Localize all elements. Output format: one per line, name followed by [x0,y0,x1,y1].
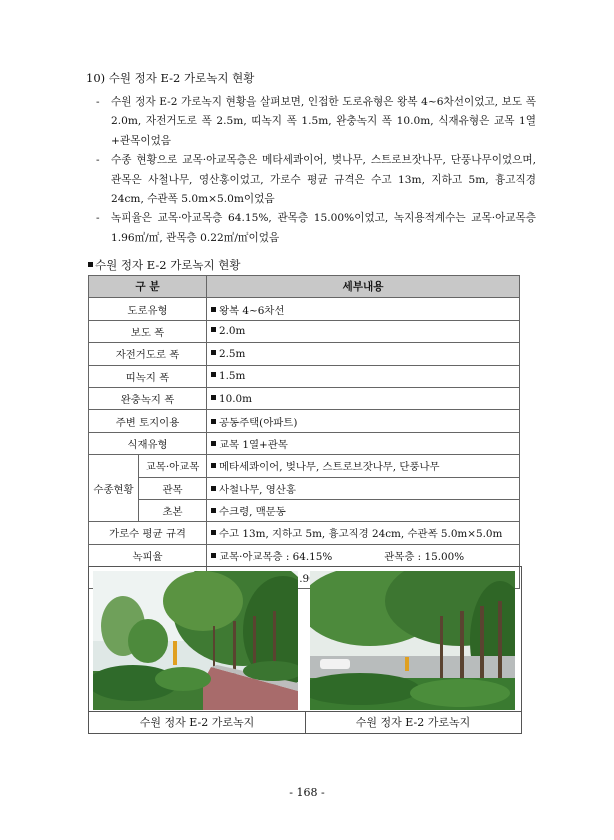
bullet-item [96,209,536,248]
bullet-text: 수종 현황으로 교목·아교목층은 메타세콰이어, 벚나무, 스트로브잣나무, 단풍나무이었으며, 관목은 사철나무, 영산홍이었고, 가로수 평균 규격은 수고 13m, 지하고 5m, 흉고직경 24cm, 수관폭 5.0m×5.0m이었음 [111,154,536,206]
street-green-photo-right [310,571,515,710]
table-row [89,343,520,365]
photo-right [310,571,515,710]
row-value-text: 2.5m [219,347,246,360]
table-row [89,365,520,387]
square-bullet-icon [211,441,216,446]
bullet-item [96,151,536,209]
square-bullet-icon [211,486,216,491]
table-caption-text: 수원 정자 E-2 가로녹지 현황 [95,258,241,272]
row-value-text: 수크령, 맥문동 [219,506,286,519]
row-label: 수종현황 [89,455,139,522]
section-title: 10) 수원 정자 E-2 가로녹지 현황 [86,71,255,85]
row-value [207,343,520,365]
row-label: 주변 토지이용 [89,410,207,432]
row-sublabel: 관목 [139,477,207,499]
table-row [89,387,520,409]
row-value-text: 2.0m [219,325,246,338]
row-label: 완충녹지 폭 [89,387,207,409]
table-row [89,499,520,521]
row-value [207,455,520,477]
square-bullet-icon [211,350,216,355]
row-value [207,320,520,342]
page-number: - 168 - [289,786,325,799]
street-green-photo-left [93,571,298,710]
row-value-text: 공동주택(아파트) [219,416,298,429]
bullet-dash: - [96,96,100,108]
bullet-item [96,93,536,151]
row-label: 녹피율 [89,544,207,566]
row-value [207,365,520,387]
table-row [89,522,520,544]
row-value-text: 10.0m [219,392,252,405]
table-row [89,477,520,499]
photo-caption-left: 수원 정자 E-2 가로녹지 [139,716,255,729]
table-row [89,455,520,477]
row-value [207,544,520,566]
row-label: 가로수 평균 규격 [89,522,207,544]
photo-caption-right: 수원 정자 E-2 가로녹지 [355,716,471,729]
table-row [89,320,520,342]
square-bullet-icon [211,372,216,377]
square-bullet-icon [88,262,93,267]
row-value-text: 사철나무, 영산홍 [219,483,296,496]
row-value-text: 1.5m [219,370,246,383]
bullet-list [96,93,536,248]
row-value [207,410,520,432]
photo-panel [88,566,522,734]
row-sublabel: 초본 [139,499,207,521]
green-status-table [88,275,520,589]
table-row [89,544,520,566]
square-bullet-icon [211,327,216,332]
row-label: 식재유형 [89,432,207,454]
row-label: 도로유형 [89,298,207,320]
table-row [89,410,520,432]
square-bullet-icon [211,553,216,558]
square-bullet-icon [211,395,216,400]
photo-left [93,571,298,710]
table-caption [88,257,241,273]
header-detail: 세부내용 [207,276,520,298]
square-bullet-icon [211,508,216,513]
bullet-dash: - [96,154,100,167]
square-bullet-icon [211,419,216,424]
row-value [207,499,520,521]
row-label: 띠녹지 폭 [89,365,207,387]
row-sublabel: 교목·아교목 [139,455,207,477]
table-row [89,432,520,454]
row-value-text: 관목층 : 15.00% [384,550,465,563]
row-value [207,522,520,544]
row-value-text: 수고 13m, 지하고 5m, 흉고직경 24cm, 수관폭 5.0m×5.0m [219,528,503,541]
row-value-text: 메타세콰이어, 벚나무, 스트로브잣나무, 단풍나무 [219,461,440,474]
square-bullet-icon [211,307,216,312]
square-bullet-icon [211,463,216,468]
row-value-text: 왕복 4~6차선 [219,304,285,317]
row-value [207,298,520,320]
row-label: 보도 폭 [89,320,207,342]
table-header-row [89,276,520,298]
row-value [207,387,520,409]
header-category: 구 분 [89,276,207,298]
table-row [89,298,520,320]
row-label: 자전거도로 폭 [89,343,207,365]
bullet-text: 수원 정자 E-2 가로녹지 현황을 살펴보면, 인접한 도로유형은 왕복 4~6차선이었고, 보도 폭 2.0m, 자전거도로 폭 2.5m, 띠녹지 폭 1.5m, 완충녹지 폭 10.0m, 식재유형은 교목 1열+관목이었음 [111,96,536,147]
bullet-text: 녹피율은 교목·아교목층 64.15%, 관목층 15.00%이었고, 녹지용적계수는 교목·아교목층 1.96㎥/㎡, 관목층 0.22㎥/㎡이었음 [111,212,536,244]
row-value [207,432,520,454]
square-bullet-icon [211,530,216,535]
row-value-text: 교목 1열+관목 [219,438,288,451]
row-value-text: 교목·아교목층 : 64.15% [219,550,333,563]
row-value [207,477,520,499]
bullet-dash: - [96,212,100,225]
